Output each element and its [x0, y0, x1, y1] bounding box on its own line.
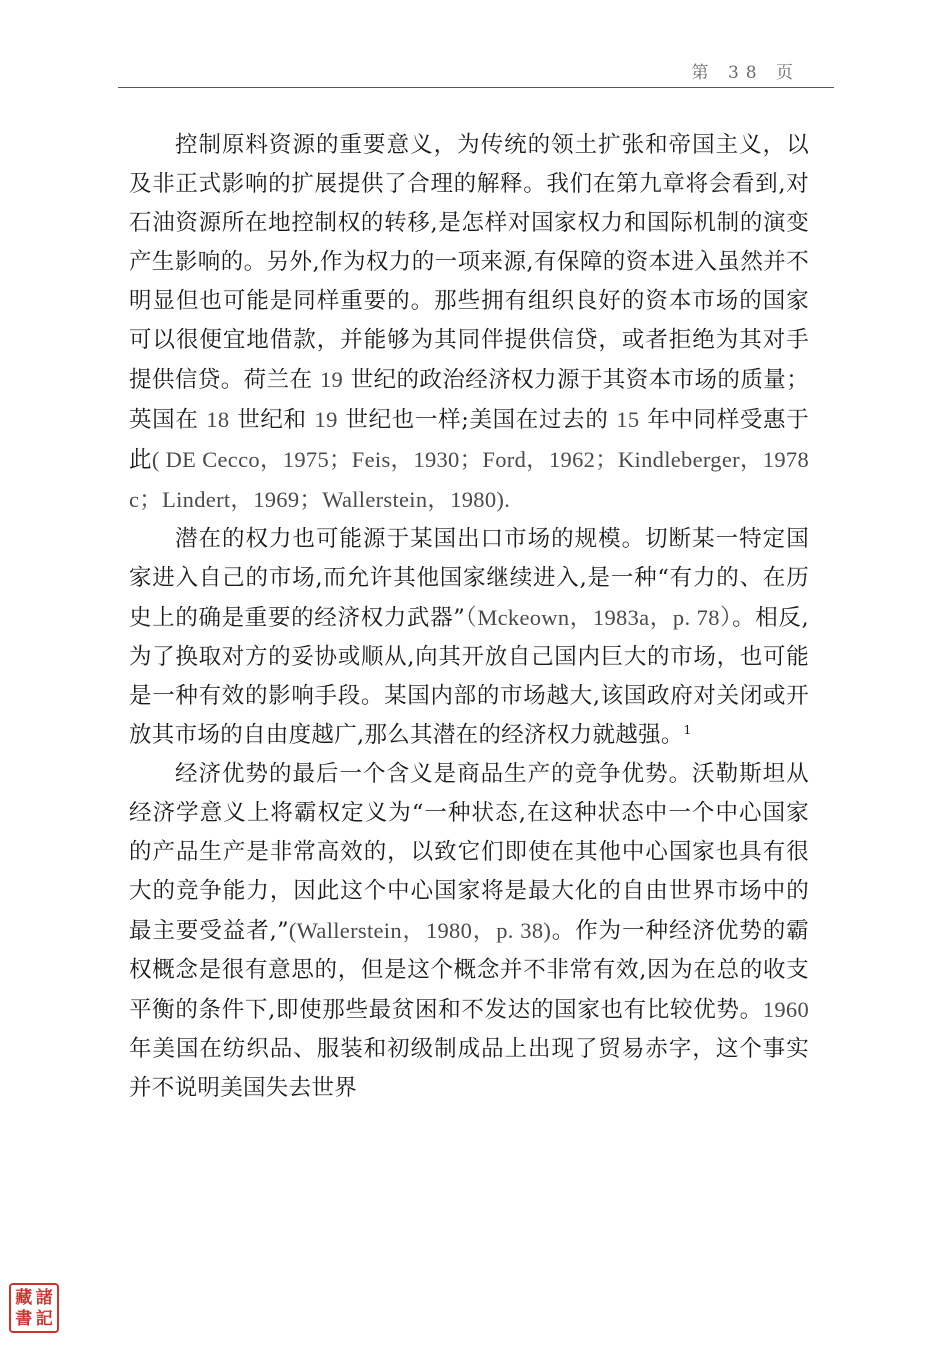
p3-citation: (Wallerstein，1980，p. 38)	[288, 918, 552, 943]
footnote-marker: 1	[683, 723, 692, 737]
p1-num-d: 15	[616, 407, 640, 432]
seal-char-4: 記	[35, 1309, 53, 1329]
paragraph-2	[129, 520, 809, 755]
p1-num-c: 19	[314, 407, 338, 432]
p3-text-c: 年美国在纺织品、服装和初级制成品上出现了贸易赤字，这个事实并不说明美国失去世界	[129, 1036, 809, 1101]
p2-text-b: 。相反,为了换取对方的妥协或顺从,向其开放自己国内巨大的市场，也可能是一种有效的影响手段。某国内部的市场越大,该国政府对关闭或开放其市场的自由度越广,那么其潜在的经济权力就越强。	[129, 605, 809, 748]
p1-text-d: 世纪也一样;美国在过去的	[337, 407, 617, 433]
p1-text-b: 世纪的政治经济权力源于其资本市场的质量；英国在	[129, 367, 809, 433]
collector-seal	[9, 1283, 59, 1333]
p1-num-a: 19	[319, 367, 344, 392]
paragraph-3	[129, 755, 809, 1108]
p1-num-b: 18	[206, 407, 230, 432]
paragraph-1	[129, 126, 809, 520]
p3-text-a: 经济优势的最后一个含义是商品生产的竞争优势。沃勒斯坦从经济学意义上将霸权定义为“一种状态,在这种状态中一个中心国家的产品生产是非常高效的，以致它们即使在其他中心国家也具有很大的竞争能力，因此这个中心国家将是最大化的自由世界市场中的最主要受益者,”	[129, 761, 809, 944]
seal-char-3: 書	[15, 1309, 33, 1329]
p2-citation: （Mckeown，1983a，p. 78）	[465, 605, 733, 630]
p3-num-a: 1960	[762, 997, 809, 1022]
p1-text-a: 控制原料资源的重要意义，为传统的领土扩张和帝国主义，以及非正式影响的扩展提供了合理的解释。我们在第九章将会看到,对石油资源所在地控制权的转移,是怎样对国家权力和国际机制的演变产生影响的。另外,作为权力的一项来源,有保障的资本进入虽然并不明显但也可能是同样重要的。那些拥有组织良好的资本市场的国家可以很便宜地借款，并能够为其同伴提供信贷，或者拒绝为其对手提供信贷。荷兰在	[129, 132, 809, 393]
p1-citation: ( DE Cecco，1975；Feis，1930；Ford，1962；Kindleberger，1978c；Lindert，1969；Wallerstein，1980).	[129, 447, 809, 512]
body-text	[129, 126, 809, 1108]
p1-text-c: 世纪和	[229, 407, 315, 433]
page-number: 第 38 页	[691, 63, 800, 83]
seal-char-1: 藏	[15, 1288, 33, 1308]
seal-char-2: 諸	[35, 1288, 53, 1308]
p1-text-e: 年中同样受惠于此	[129, 407, 810, 473]
page-header	[118, 40, 834, 88]
p3-text-b: 。作为一种经济优势的霸权概念是很有意思的，但是这个概念并不非常有效,因为在总的收支平衡的条件下,即使那些最贫困和不发达的国家也有比较优势。	[129, 918, 809, 1023]
p2-text-a: 潜在的权力也可能源于某国出口市场的规模。切断某一特定国家进入自己的市场,而允许其他国家继续进入,是一种“有力的、在历史上的确是重要的经济权力武器”	[129, 526, 809, 631]
